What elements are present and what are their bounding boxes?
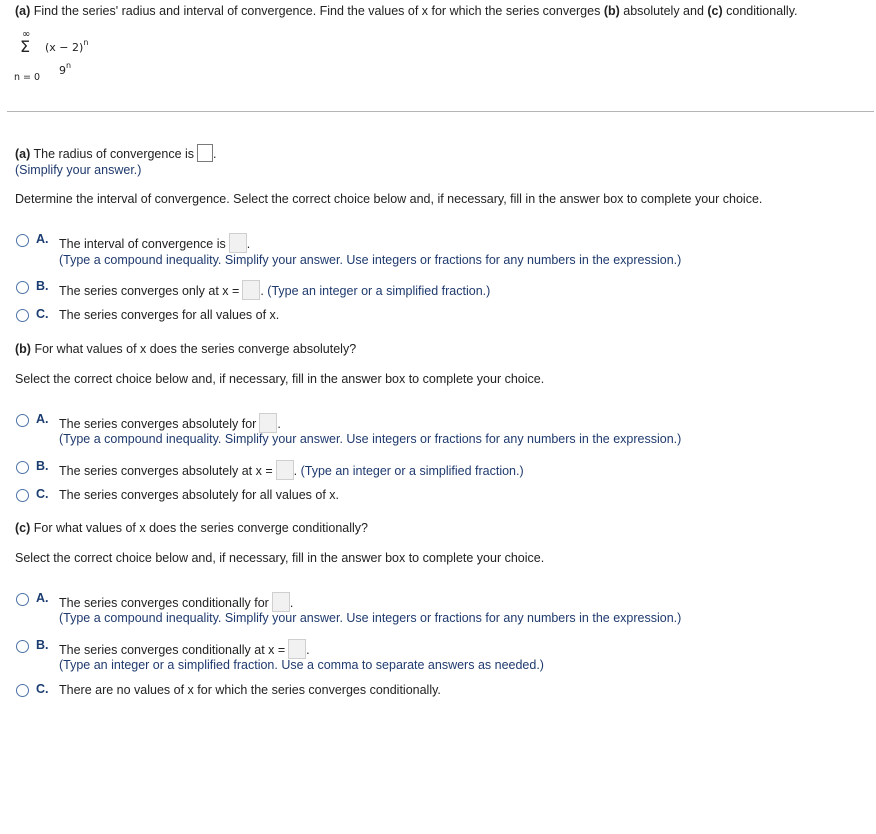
conditional-at-box[interactable] — [288, 639, 306, 659]
series-denominator — [59, 61, 71, 77]
choice-b-b-label: The series converges absolutely at x = — [59, 464, 273, 478]
choice-c-a-hint: (Type a compound inequality. Simplify your answer. Use integers or fractions for any numbers in the expression.) — [59, 611, 682, 625]
choice-b-a-text — [59, 413, 281, 433]
choice-a-c-radio[interactable] — [16, 309, 29, 322]
absolute-interval-box[interactable] — [259, 413, 277, 433]
choice-a-b-hint: (Type an integer or a simplified fraction.) — [267, 284, 491, 298]
choice-c-c-text: There are no values of x for which the series converges conditionally. — [59, 683, 441, 697]
question-intro: Find the series' radius and interval of convergence. Find the values of x for which the series converges — [33, 4, 601, 18]
choice-c-b-period: . — [306, 643, 310, 657]
choice-b-b-text — [59, 460, 524, 480]
conditionally-text: conditionally. — [726, 4, 798, 18]
choice-b-a-letter: A. — [36, 412, 49, 426]
part-b-question — [15, 342, 356, 356]
interval-answer-box[interactable] — [229, 233, 247, 253]
choice-b-c-letter: C. — [36, 487, 49, 501]
choice-a-a-period: . — [246, 237, 251, 251]
part-a-label: (a) — [15, 147, 31, 161]
choice-c-b-letter: B. — [36, 638, 49, 652]
radius-period: . — [213, 147, 217, 161]
choice-c-a-label: The series converges conditionally for — [59, 596, 269, 610]
choice-b-a-radio[interactable] — [16, 414, 29, 427]
choice-a-a-text — [59, 233, 250, 253]
series-numerator — [45, 38, 88, 54]
choice-b-a-label: The series converges absolutely for — [59, 417, 257, 431]
numerator-base: (x − 2) — [45, 41, 84, 54]
choice-b-a-period: . — [277, 417, 281, 431]
sigma-symbol: Σ — [20, 37, 31, 56]
choice-a-a-radio[interactable] — [16, 234, 29, 247]
choice-a-b-period: . — [260, 284, 264, 298]
part-b-question-text: For what values of x does the series converge absolutely? — [34, 342, 357, 356]
radius-text: The radius of convergence is — [33, 147, 195, 161]
radius-hint: (Simplify your answer.) — [15, 163, 142, 177]
series-expression — [14, 28, 104, 88]
choice-a-b-text — [59, 280, 490, 300]
absolute-at-box[interactable] — [276, 460, 294, 480]
conditional-interval-box[interactable] — [272, 592, 290, 612]
infinity-bound: ∞ — [22, 29, 31, 40]
choice-a-c-text: The series converges for all values of x. — [59, 308, 280, 322]
choice-b-b-letter: B. — [36, 459, 49, 473]
choice-c-b-radio[interactable] — [16, 640, 29, 653]
part-b-instruction: Select the correct choice below and, if necessary, fill in the answer box to complete your choice. — [15, 372, 545, 386]
choice-b-c-radio[interactable] — [16, 489, 29, 502]
lower-bound: n = 0 — [14, 72, 41, 83]
choice-b-b-radio[interactable] — [16, 461, 29, 474]
choice-c-a-letter: A. — [36, 591, 49, 605]
part-b-label: (b) — [15, 342, 31, 356]
question-header — [15, 4, 798, 18]
choice-a-a-hint: (Type a compound inequality. Simplify your answer. Use integers or fractions for any numbers in the expression.) — [59, 253, 682, 267]
choice-a-a-letter: A. — [36, 232, 49, 246]
choice-b-b-period: . — [293, 464, 298, 478]
choice-a-a-label: The interval of convergence is — [59, 237, 226, 251]
numerator-exponent: n — [83, 38, 89, 47]
choice-b-a-hint: (Type a compound inequality. Simplify your answer. Use integers or fractions for any numbers in the expression.) — [59, 432, 682, 446]
denominator-base: 9 — [59, 64, 66, 77]
absolutely-text: absolutely and — [623, 4, 704, 18]
choice-c-a-period: . — [289, 596, 294, 610]
part-a-tag: (a) — [15, 4, 31, 18]
converges-only-at-box[interactable] — [242, 280, 260, 300]
part-c-instruction: Select the correct choice below and, if necessary, fill in the answer box to complete your choice. — [15, 551, 545, 565]
part-c-tag: (c) — [707, 4, 723, 18]
choice-c-c-radio[interactable] — [16, 684, 29, 697]
part-c-question-text: For what values of x does the series converge conditionally? — [33, 521, 368, 535]
choice-c-b-label: The series converges conditionally at x = — [59, 643, 286, 657]
choice-c-b-text — [59, 639, 310, 659]
choice-a-c-letter: C. — [36, 307, 49, 321]
choice-c-c-letter: C. — [36, 682, 49, 696]
choice-a-b-label: The series converges only at x = — [59, 284, 240, 298]
choice-b-c-text: The series converges absolutely for all values of x. — [59, 488, 339, 502]
part-c-question — [15, 521, 368, 535]
choice-c-a-radio[interactable] — [16, 593, 29, 606]
section-divider — [7, 111, 874, 112]
part-c-label: (c) — [15, 521, 31, 535]
part-b-tag: (b) — [603, 4, 620, 18]
denominator-exponent: n — [66, 61, 72, 70]
radius-answer-box[interactable] — [197, 144, 213, 162]
interval-instruction: Determine the interval of convergence. Select the correct choice below and, if necessary, fill in the answer box to complete your choice. — [15, 192, 763, 206]
choice-c-b-hint: (Type an integer or a simplified fraction. Use a comma to separate answers as needed.) — [59, 658, 544, 672]
choice-c-a-text — [59, 592, 293, 612]
choice-a-b-letter: B. — [36, 279, 49, 293]
radius-line — [15, 144, 217, 162]
choice-a-b-radio[interactable] — [16, 281, 29, 294]
choice-b-b-hint: (Type an integer or a simplified fraction.) — [300, 464, 524, 478]
